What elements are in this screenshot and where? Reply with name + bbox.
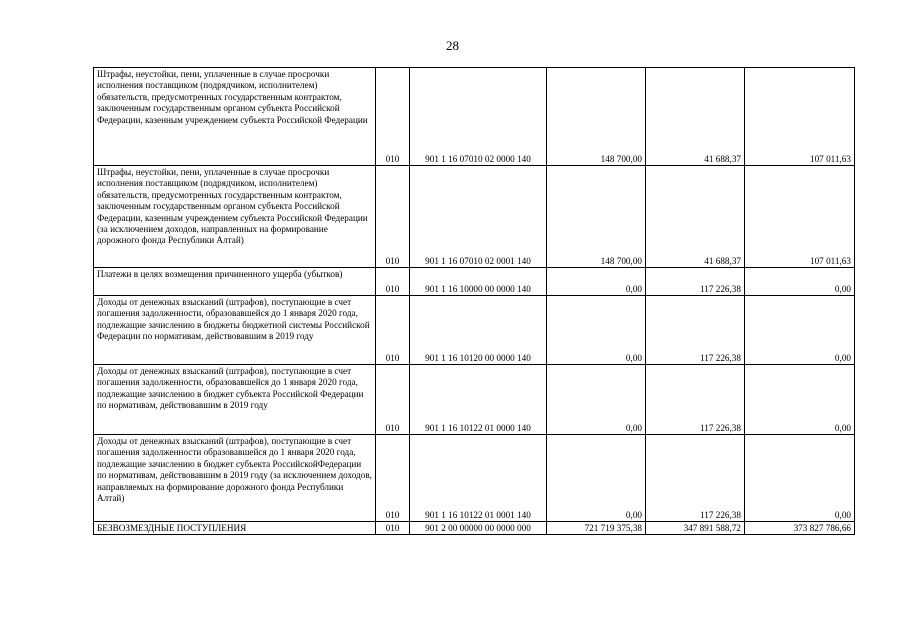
row-name: БЕЗВОЗМЕЗДНЫЕ ПОСТУПЛЕНИЯ [94, 522, 376, 535]
table-row [94, 68, 855, 166]
table-row [94, 268, 855, 296]
row-value-3: 107 011,63 [745, 166, 855, 268]
row-budget-code: 901 1 16 10122 01 0000 140 [410, 365, 547, 435]
row-value-3: 107 011,63 [745, 68, 855, 166]
row-value-3: 0,00 [745, 435, 855, 522]
row-value-2: 117 226,38 [646, 268, 745, 296]
row-value-2: 41 688,37 [646, 166, 745, 268]
row-budget-code: 901 1 16 07010 02 0001 140 [410, 166, 547, 268]
revenue-table [93, 67, 855, 535]
row-value-2: 41 688,37 [646, 68, 745, 166]
row-value-3: 373 827 786,66 [745, 522, 855, 535]
row-admin-code: 010 [376, 522, 410, 535]
row-budget-code: 901 2 00 00000 00 0000 000 [410, 522, 547, 535]
row-name: Штрафы, неустойки, пени, уплаченные в случае просрочки исполнения поставщиком (подрядчиком, исполнителем) обязательств, предусмотренных государственным контрактом, заключенным государственным органом субъекта Российской Федерации, казенным учреждением субъекта Российской Федерации (за исключением доходов, направленных на формирование дорожного фонда Республики Алтай) [94, 166, 376, 268]
row-budget-code: 901 1 16 07010 02 0000 140 [410, 68, 547, 166]
row-value-1: 0,00 [547, 268, 646, 296]
row-value-1: 148 700,00 [547, 68, 646, 166]
row-value-2: 347 891 588,72 [646, 522, 745, 535]
row-admin-code: 010 [376, 365, 410, 435]
page-number: 28 [446, 38, 459, 53]
row-name: Доходы от денежных взысканий (штрафов), поступающие в счет погашения задолженности образовавшейся до 1 января 2020 года, подлежащие зачислению в бюджет субъекта РоссийскойФедерации по нормативам, действовавшим в 2019 году (за исключением доходов, направляемых на формирование дорожного фонда Республики Алтай) [94, 435, 376, 522]
row-admin-code: 010 [376, 68, 410, 166]
row-value-3: 0,00 [745, 365, 855, 435]
row-name: Штрафы, неустойки, пени, уплаченные в случае просрочки исполнения поставщиком (подрядчиком, исполнителем) обязательств, предусмотренных государственным контрактом, заключенным государственным органом субъекта Российской Федерации, казенным учреждением субъекта Российской Федерации [94, 68, 376, 166]
table-row [94, 365, 855, 435]
row-value-1: 721 719 375,38 [547, 522, 646, 535]
row-value-2: 117 226,38 [646, 365, 745, 435]
row-budget-code: 901 1 16 10122 01 0001 140 [410, 435, 547, 522]
row-admin-code: 010 [376, 296, 410, 365]
table-row [94, 522, 855, 535]
row-value-1: 0,00 [547, 435, 646, 522]
row-value-1: 0,00 [547, 296, 646, 365]
row-value-1: 0,00 [547, 365, 646, 435]
row-value-1: 148 700,00 [547, 166, 646, 268]
row-value-2: 117 226,38 [646, 435, 745, 522]
row-admin-code: 010 [376, 166, 410, 268]
row-name: Доходы от денежных взысканий (штрафов), поступающие в счет погашения задолженности, образовавшейся до 1 января 2020 года, подлежащие зачислению в бюджеты бюджетной системы Российской Федерации по нормативам, действовавшим в 2019 году [94, 296, 376, 365]
row-admin-code: 010 [376, 435, 410, 522]
row-name: Платежи в целях возмещения причиненного ущерба (убытков) [94, 268, 376, 296]
table-row [94, 435, 855, 522]
table-row [94, 166, 855, 268]
table-row [94, 296, 855, 365]
row-admin-code: 010 [376, 268, 410, 296]
row-value-2: 117 226,38 [646, 296, 745, 365]
row-value-3: 0,00 [745, 296, 855, 365]
row-budget-code: 901 1 16 10000 00 0000 140 [410, 268, 547, 296]
row-budget-code: 901 1 16 10120 00 0000 140 [410, 296, 547, 365]
row-value-3: 0,00 [745, 268, 855, 296]
row-name: Доходы от денежных взысканий (штрафов), поступающие в счет погашения задолженности, образовавшейся до 1 января 2020 года, подлежащие зачислению в бюджет субъекта Российской Федерации по нормативам, действовавшим в 2019 году [94, 365, 376, 435]
